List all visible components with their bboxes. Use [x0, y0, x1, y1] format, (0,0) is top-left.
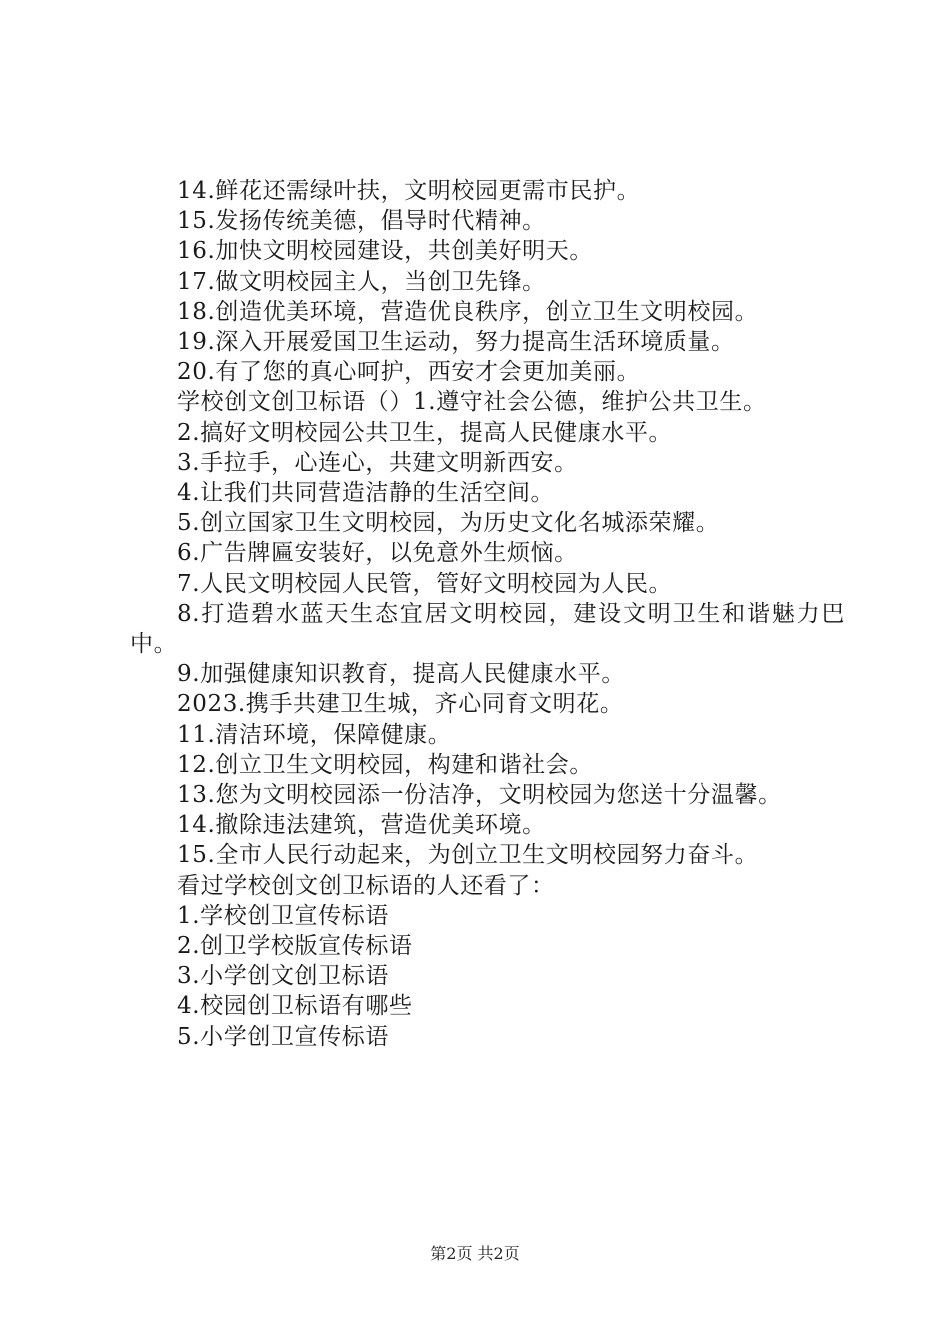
text-line: 5.创立国家卫生文明校园，为历史文化名城添荣耀。: [177, 510, 720, 537]
text-line: 11.清洁环境，保障健康。: [177, 721, 452, 748]
text-line: 19.深入开展爱国卫生运动，努力提高生活环境质量。: [177, 329, 735, 356]
text-line: 13.您为文明校园添一份洁净，文明校园为您送十分温馨。: [177, 782, 782, 809]
related-link: 5.小学创卫宣传标语: [177, 1023, 389, 1050]
related-link: 3.小学创文创卫标语: [177, 963, 389, 990]
text-line: 12.创立卫生文明校园，构建和谐社会。: [177, 751, 593, 778]
text-line: 2.搞好文明校园公共卫生，提高人民健康水平。: [177, 419, 673, 446]
text-line: 16.加快文明校园建设，共创美好明天。: [177, 238, 593, 265]
text-line: 15.全市人民行动起来，为创立卫生文明校园努力奋斗。: [177, 842, 759, 869]
page-number-footer: 第2页 共2页: [430, 1244, 520, 1263]
text-line: 14.撤除违法建筑，营造优美环境。: [177, 812, 546, 839]
document-body: [130, 176, 845, 1052]
section-heading-line: 学校创文创卫标语（）1.遵守社会公德，维护公共卫生。: [177, 389, 767, 416]
text-line: 15.发扬传统美德，倡导时代精神。: [177, 208, 546, 235]
text-line: 7.人民文明校园人民管，管好文明校园为人民。: [177, 570, 673, 597]
text-line: 9.加强健康知识教育，提高人民健康水平。: [177, 661, 625, 688]
text-line: 17.做文明校园主人，当创卫先锋。: [177, 268, 546, 295]
text-line: 4.让我们共同营造洁静的生活空间。: [177, 480, 555, 507]
related-heading: 看过学校创文创卫标语的人还看了：: [177, 872, 555, 899]
text-line: 6.广告牌匾安装好，以免意外生烦恼。: [177, 540, 578, 567]
text-line-wrapped: 8.打造碧水蓝天生态宜居文明校园，建设文明卫生和谐魅力巴中。: [130, 600, 845, 658]
text-line: 18.创造优美环境，营造优良秩序，创立卫生文明校园。: [177, 298, 759, 325]
related-link: 2.创卫学校版宣传标语: [177, 933, 413, 960]
text-line: 20.有了您的真心呵护，西安才会更加美丽。: [177, 359, 641, 386]
related-link: 4.校园创卫标语有哪些: [177, 993, 413, 1020]
related-link: 1.学校创卫宣传标语: [177, 902, 389, 929]
text-line: 2023.携手共建卫生城，齐心同育文明花。: [177, 691, 624, 718]
text-line: 14.鲜花还需绿叶扶，文明校园更需市民护。: [177, 178, 641, 204]
text-line: 3.手拉手，心连心，共建文明新西安。: [177, 449, 578, 476]
